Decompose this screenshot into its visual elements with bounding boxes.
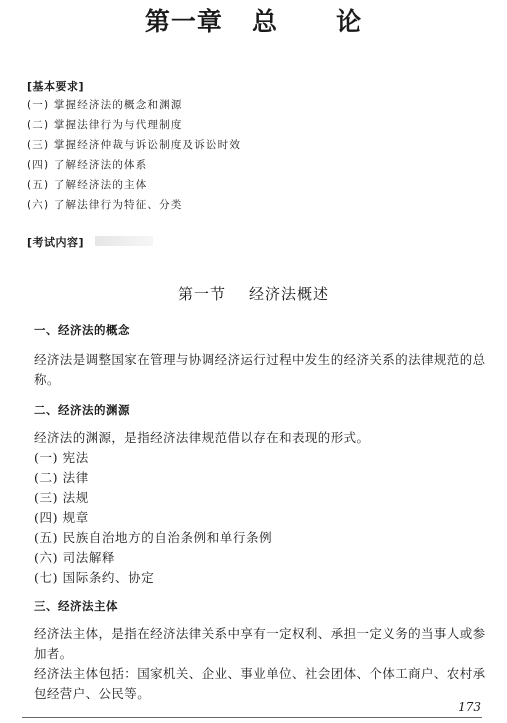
- concept-heading: 一、经济法的概念: [34, 323, 130, 337]
- sources-heading: 二、经济法的渊源: [34, 403, 130, 417]
- concept-paragraph: [34, 350, 494, 390]
- requirement-item: (四) 了解经济法的体系: [27, 159, 148, 171]
- requirements-list: [27, 95, 241, 215]
- basic-requirements-heading: [基本要求]: [27, 80, 85, 93]
- requirement-item: (六) 了解法律行为特征、分类: [27, 199, 183, 211]
- section-title: 第一节 经济法概述: [177, 285, 330, 303]
- subjects-paragraph-1: 经济法主体，是指在经济法律关系中享有一定权利、承担一定义务的当事人或参加者。: [34, 626, 486, 661]
- source-item: (五) 民族自治地方的自治条例和单行条例: [34, 530, 273, 545]
- requirement-item: (五) 了解经济法的主体: [27, 179, 148, 191]
- requirement-item: (一) 掌握经济法的概念和渊源: [27, 99, 183, 111]
- exam-content-heading: [考试内容]: [27, 236, 85, 249]
- page-number: 173: [458, 700, 481, 714]
- concept-text: 经济法是调整国家在管理与协调经济运行过程中发生的经济关系的法律规范的总称。: [34, 352, 486, 387]
- sources-list: [34, 448, 272, 588]
- source-item: (七) 国际条约、协定: [34, 570, 155, 585]
- subjects-heading: 三、经济法主体: [34, 599, 118, 613]
- source-item: (三) 法规: [34, 490, 89, 505]
- source-item: (二) 法律: [34, 470, 89, 485]
- chapter-title: 第一章 总 论: [144, 7, 363, 36]
- source-item: (四) 规章: [34, 510, 89, 525]
- subjects-paragraph-2: 经济法主体包括：国家机关、企业、事业单位、社会团体、个体工商户、农村承包经营户、公民等。: [34, 666, 486, 701]
- bottom-rule: [22, 717, 482, 718]
- requirement-item: (三) 掌握经济仲裁与诉讼制度及诉讼时效: [27, 139, 242, 151]
- source-item: (一) 宪法: [34, 450, 89, 465]
- exam-content-shading: [95, 236, 153, 246]
- source-item: (六) 司法解释: [34, 550, 116, 565]
- sources-intro: 经济法的渊源，是指经济法律规范借以存在和表现的形式。: [34, 430, 370, 445]
- requirement-item: (二) 掌握法律行为与代理制度: [27, 119, 183, 131]
